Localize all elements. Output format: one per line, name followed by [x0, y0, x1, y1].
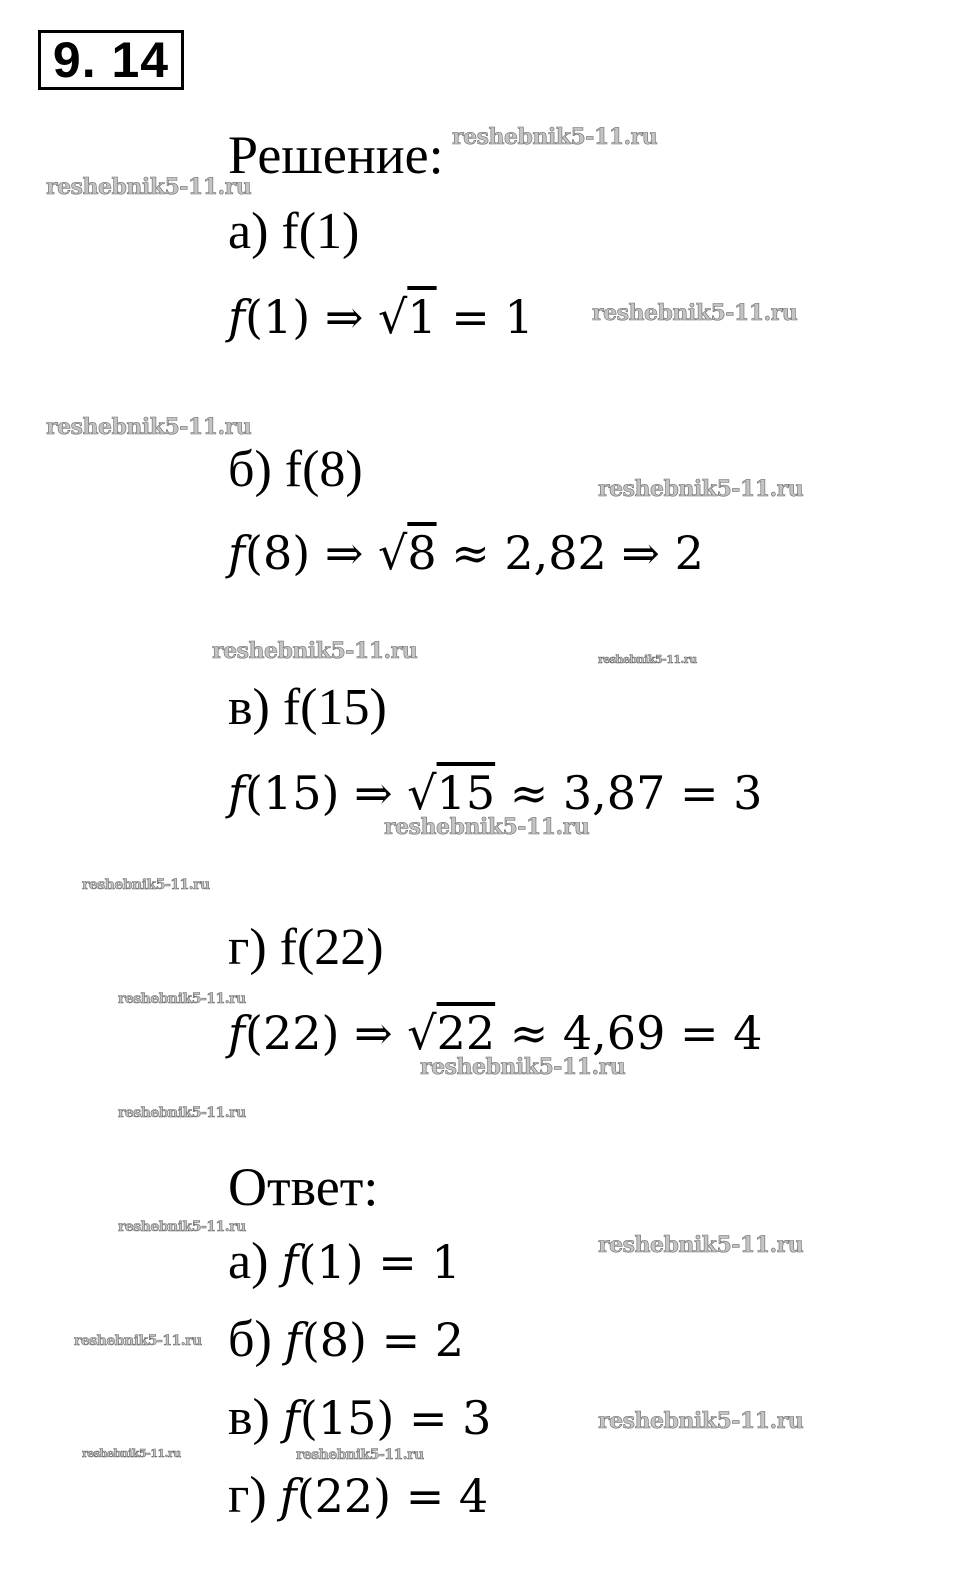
watermark: reshebnik5-11.ru — [384, 814, 590, 840]
step-b-mid: ⇒ √ — [310, 526, 408, 580]
watermark: reshebnik5-11.ru — [420, 1054, 626, 1080]
answer-heading: Ответ: — [228, 1157, 379, 1217]
answer-c-prefix: в) — [228, 1389, 283, 1446]
answer-a-fn: f — [281, 1235, 299, 1289]
watermark: reshebnik5-11.ru — [118, 1105, 246, 1121]
watermark: reshebnik5-11.ru — [212, 638, 418, 664]
problem-number: 9. 14 — [38, 30, 184, 90]
step-a-fn: f — [228, 290, 246, 344]
step-c-arg: (15) — [245, 766, 340, 820]
answer-b — [228, 1311, 465, 1368]
watermark: reshebnik5-11.ru — [82, 877, 210, 893]
step-b-formula — [228, 526, 704, 580]
step-d-radicand: 22 — [436, 1006, 496, 1060]
step-c-mid: ⇒ √ — [339, 766, 437, 820]
watermark: reshebnik5-11.ru — [46, 414, 252, 440]
watermark: reshebnik5-11.ru — [296, 1447, 424, 1463]
answer-d-prefix: г) — [228, 1467, 280, 1524]
answer-d-rest: (22) = 4 — [296, 1469, 489, 1523]
watermark: reshebnik5-11.ru — [82, 1447, 181, 1460]
watermark: reshebnik5-11.ru — [118, 991, 246, 1007]
step-b-fn: f — [228, 526, 246, 580]
step-c-label: в) f(15) — [228, 679, 387, 736]
answer-c-fn: f — [282, 1391, 300, 1445]
step-b-rest: ≈ 2,82 ⇒ 2 — [436, 526, 704, 580]
step-c-radicand: 15 — [436, 766, 496, 820]
step-b-label: б) f(8) — [228, 441, 363, 498]
step-b-arg: (8) — [245, 526, 311, 580]
answer-a-prefix: а) — [228, 1233, 282, 1290]
step-d-rest: ≈ 4,69 = 4 — [495, 1006, 763, 1060]
watermark: reshebnik5-11.ru — [598, 1232, 804, 1258]
watermark: reshebnik5-11.ru — [598, 1408, 804, 1434]
answer-b-fn: f — [284, 1313, 302, 1367]
watermark: reshebnik5-11.ru — [46, 174, 252, 200]
step-d-mid: ⇒ √ — [339, 1006, 437, 1060]
answer-a — [228, 1233, 461, 1290]
step-a-arg: (1) — [245, 290, 311, 344]
watermark: reshebnik5-11.ru — [592, 300, 798, 326]
answer-d-fn: f — [279, 1469, 297, 1523]
step-d-formula — [228, 1006, 763, 1060]
answer-b-rest: (8) = 2 — [301, 1313, 465, 1367]
solution-heading: Решение: — [228, 125, 444, 185]
step-c-fn: f — [228, 766, 246, 820]
answer-d — [228, 1467, 489, 1524]
step-a-mid: ⇒ √ — [310, 290, 408, 344]
answer-c-rest: (15) = 3 — [299, 1391, 492, 1445]
step-a-rest: = 1 — [436, 290, 534, 344]
watermark: reshebnik5-11.ru — [598, 653, 697, 666]
answer-a-rest: (1) = 1 — [298, 1235, 461, 1289]
answer-c — [228, 1389, 492, 1446]
watermark: reshebnik5-11.ru — [118, 1219, 246, 1235]
watermark: reshebnik5-11.ru — [74, 1333, 202, 1349]
step-d-arg: (22) — [245, 1006, 340, 1060]
step-d-label: г) f(22) — [228, 919, 384, 976]
step-c-formula — [228, 766, 763, 820]
step-a-radicand: 1 — [407, 290, 437, 344]
answer-b-prefix: б) — [228, 1311, 285, 1368]
step-a-formula — [228, 290, 534, 344]
step-d-fn: f — [228, 1006, 246, 1060]
step-a-label: а) f(1) — [228, 203, 360, 260]
step-b-radicand: 8 — [407, 526, 437, 580]
step-c-rest: ≈ 3,87 = 3 — [495, 766, 763, 820]
watermark: reshebnik5-11.ru — [452, 124, 658, 150]
watermark: reshebnik5-11.ru — [598, 476, 804, 502]
